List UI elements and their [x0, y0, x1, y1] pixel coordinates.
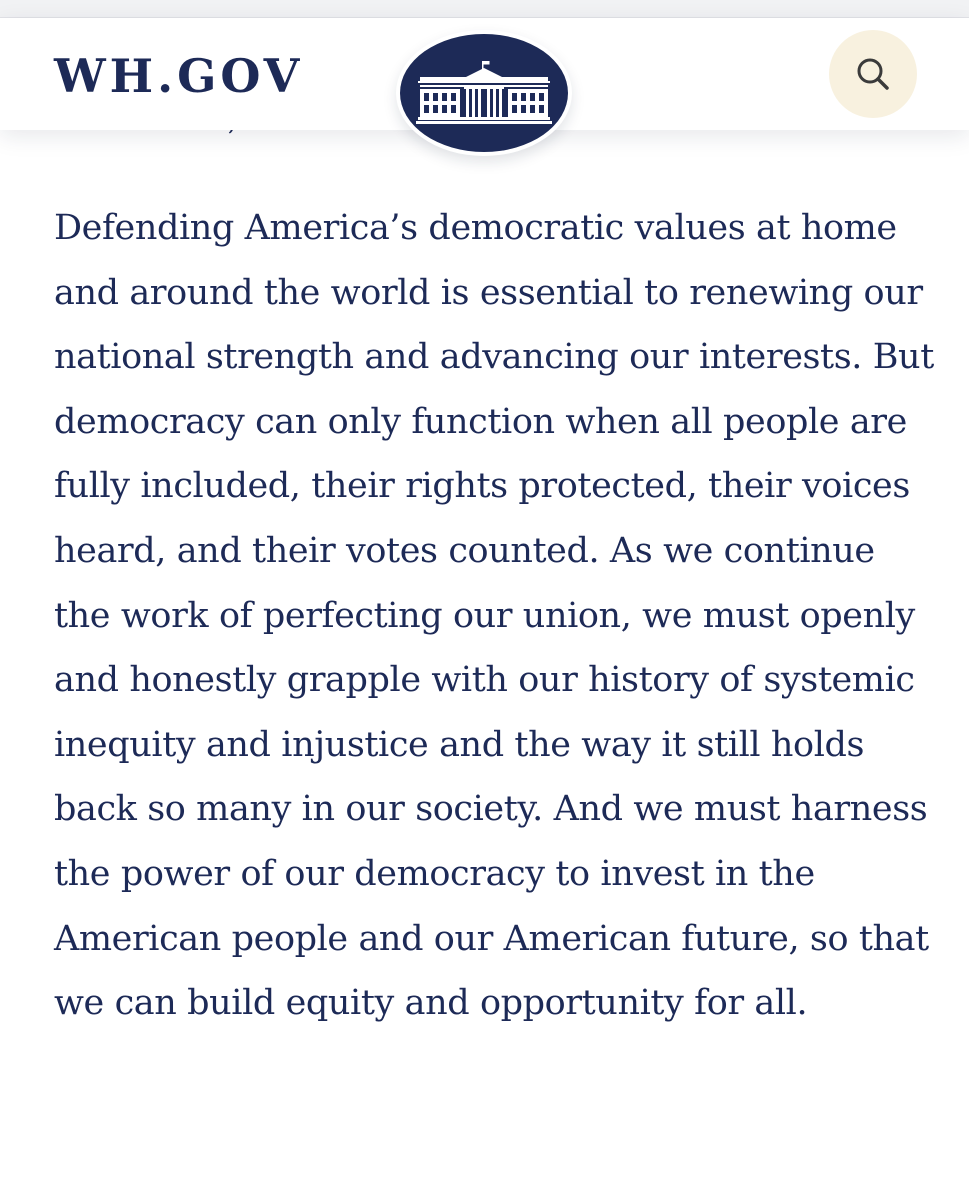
seal-background — [400, 34, 568, 152]
article-paragraph: Defending America’s democratic values at home and around the world is essential to renewing our national strength and advancing our interests. But democracy can only function when all people are fully included, their rights protected, their voices heard, and their votes counted. As we continue the work of perfecting our union, we must openly and honestly grapple with our history of systemic inequity and injustice and the way it still holds back so many in our society. And we must harness the power of our democracy to invest in the American people and our American future, so that we can build equity and opportunity for all. — [54, 208, 934, 1024]
browser-top-strip — [0, 0, 969, 18]
site-header — [0, 18, 969, 130]
search-icon — [853, 54, 893, 94]
white-house-seal-link[interactable] — [396, 30, 572, 156]
white-house-icon — [416, 59, 552, 127]
search-button[interactable] — [829, 30, 917, 118]
site-logo-link[interactable]: WH.GOV — [54, 49, 304, 103]
